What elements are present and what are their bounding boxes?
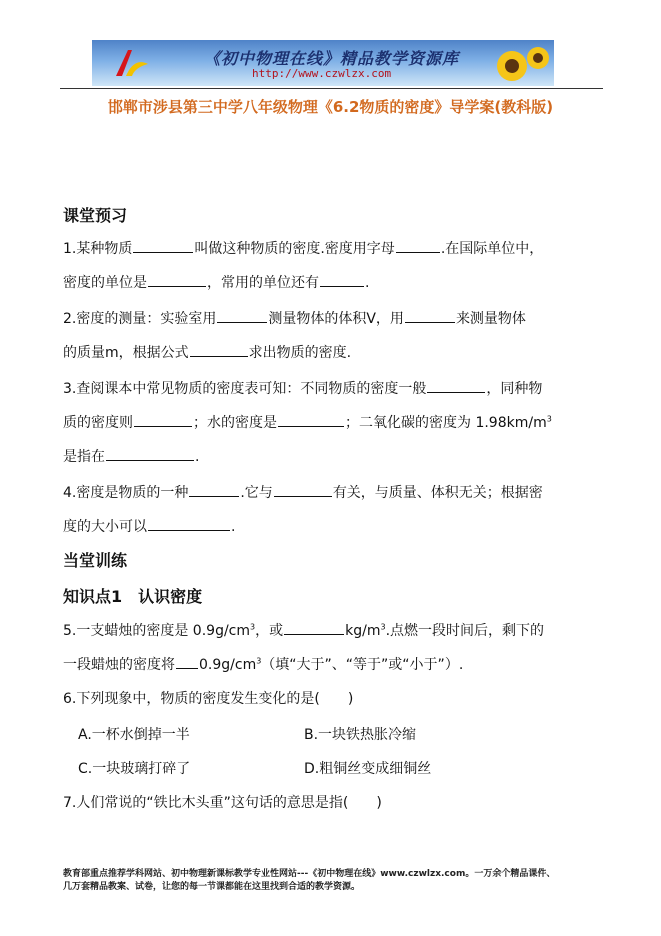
footer-line-1: 教育部重点推荐学科网站、初中物理新课标教学专业性网站---《初中物理在线》www.czwlzx.com。一万余个精品课件、 — [63, 869, 556, 879]
q6-option-c: C.一块玻璃打碎了 — [78, 761, 191, 777]
q2-line1: 2.密度的测量：实验室用 测量物体的体积V，用 来测量物体 — [63, 308, 526, 328]
answer-blank — [427, 378, 485, 393]
answer-blank — [396, 238, 440, 253]
answer-blank — [405, 308, 455, 323]
sunflower-icon — [490, 42, 550, 86]
answer-blank — [148, 272, 206, 287]
answer-blank — [133, 238, 193, 253]
q3-line3: 是指在 . — [63, 446, 199, 466]
q3-line2: 质的密度则 ；水的密度是 ；二氧化碳的密度为 $1.98km/m^3$ — [63, 412, 552, 432]
q1-line2: 密度的单位是 ，常用的单位还有 . — [63, 272, 369, 292]
answer-blank — [106, 446, 194, 461]
q6-option-b: B.一块铁热胀冷缩 — [304, 727, 417, 743]
header-banner — [92, 40, 554, 86]
q3-line1: 3.查阅课本中常见物质的密度表可知：不同物质的密度一般 ，同种物 — [63, 378, 542, 398]
banner-title: 《初中物理在线》精品教学资源库 — [204, 49, 460, 68]
answer-blank — [134, 412, 192, 427]
answer-blank — [148, 516, 230, 531]
answer-blank — [217, 308, 267, 323]
section-training: 当堂训练 — [63, 551, 128, 570]
knowledge-point-1: 知识点1 认识密度 — [63, 587, 203, 606]
footer-line-2: 几万套精品教案、试卷，让您的每一节课都能在这里找到合适的教学资源。 — [63, 882, 361, 892]
q4-line1: 4.密度是物质的一种 .它与 有关，与质量、体积无关；根据密 — [63, 482, 543, 502]
q1-line1: 1.某种物质 叫做这种物质的密度.密度用字母 .在国际单位中， — [63, 238, 543, 258]
answer-blank — [189, 482, 239, 497]
q6-stem: 6.下列现象中，物质的密度发生变化的是( ) — [63, 691, 354, 707]
answer-blank — [190, 342, 248, 357]
q5-line1: 5.一支蜡烛的密度是 $0.9g/cm^3$，或 $kg/m^3$.点燃一段时间后，剩下的 — [63, 620, 544, 640]
answer-blank — [274, 482, 332, 497]
answer-blank — [284, 620, 344, 635]
logo-icon — [110, 46, 150, 80]
answer-blank — [320, 272, 364, 287]
banner-url: http://www.czwlzx.com — [252, 67, 392, 80]
answer-blank — [176, 654, 198, 669]
section-preview: 课堂预习 — [63, 206, 128, 225]
q4-line2: 度的大小可以 . — [63, 516, 235, 536]
q5-line2: 一段蜡烛的密度将 $0.9g/cm^3$（填“大于”、“等于”或“小于”）. — [63, 654, 463, 674]
header-divider — [60, 88, 603, 89]
q6-option-a: A.一杯水倒掉一半 — [78, 727, 190, 743]
q6-option-d: D.粗铜丝变成细铜丝 — [304, 761, 432, 777]
answer-blank — [278, 412, 344, 427]
q2-line2: 的质量m，根据公式 求出物质的密度. — [63, 342, 351, 362]
document-title: 邯郸市涉县第三中学八年级物理《6.2物质的密度》导学案(教科版) — [107, 98, 554, 116]
q7-stem: 7.人们常说的“铁比木头重”这句话的意思是指( ) — [63, 795, 382, 811]
